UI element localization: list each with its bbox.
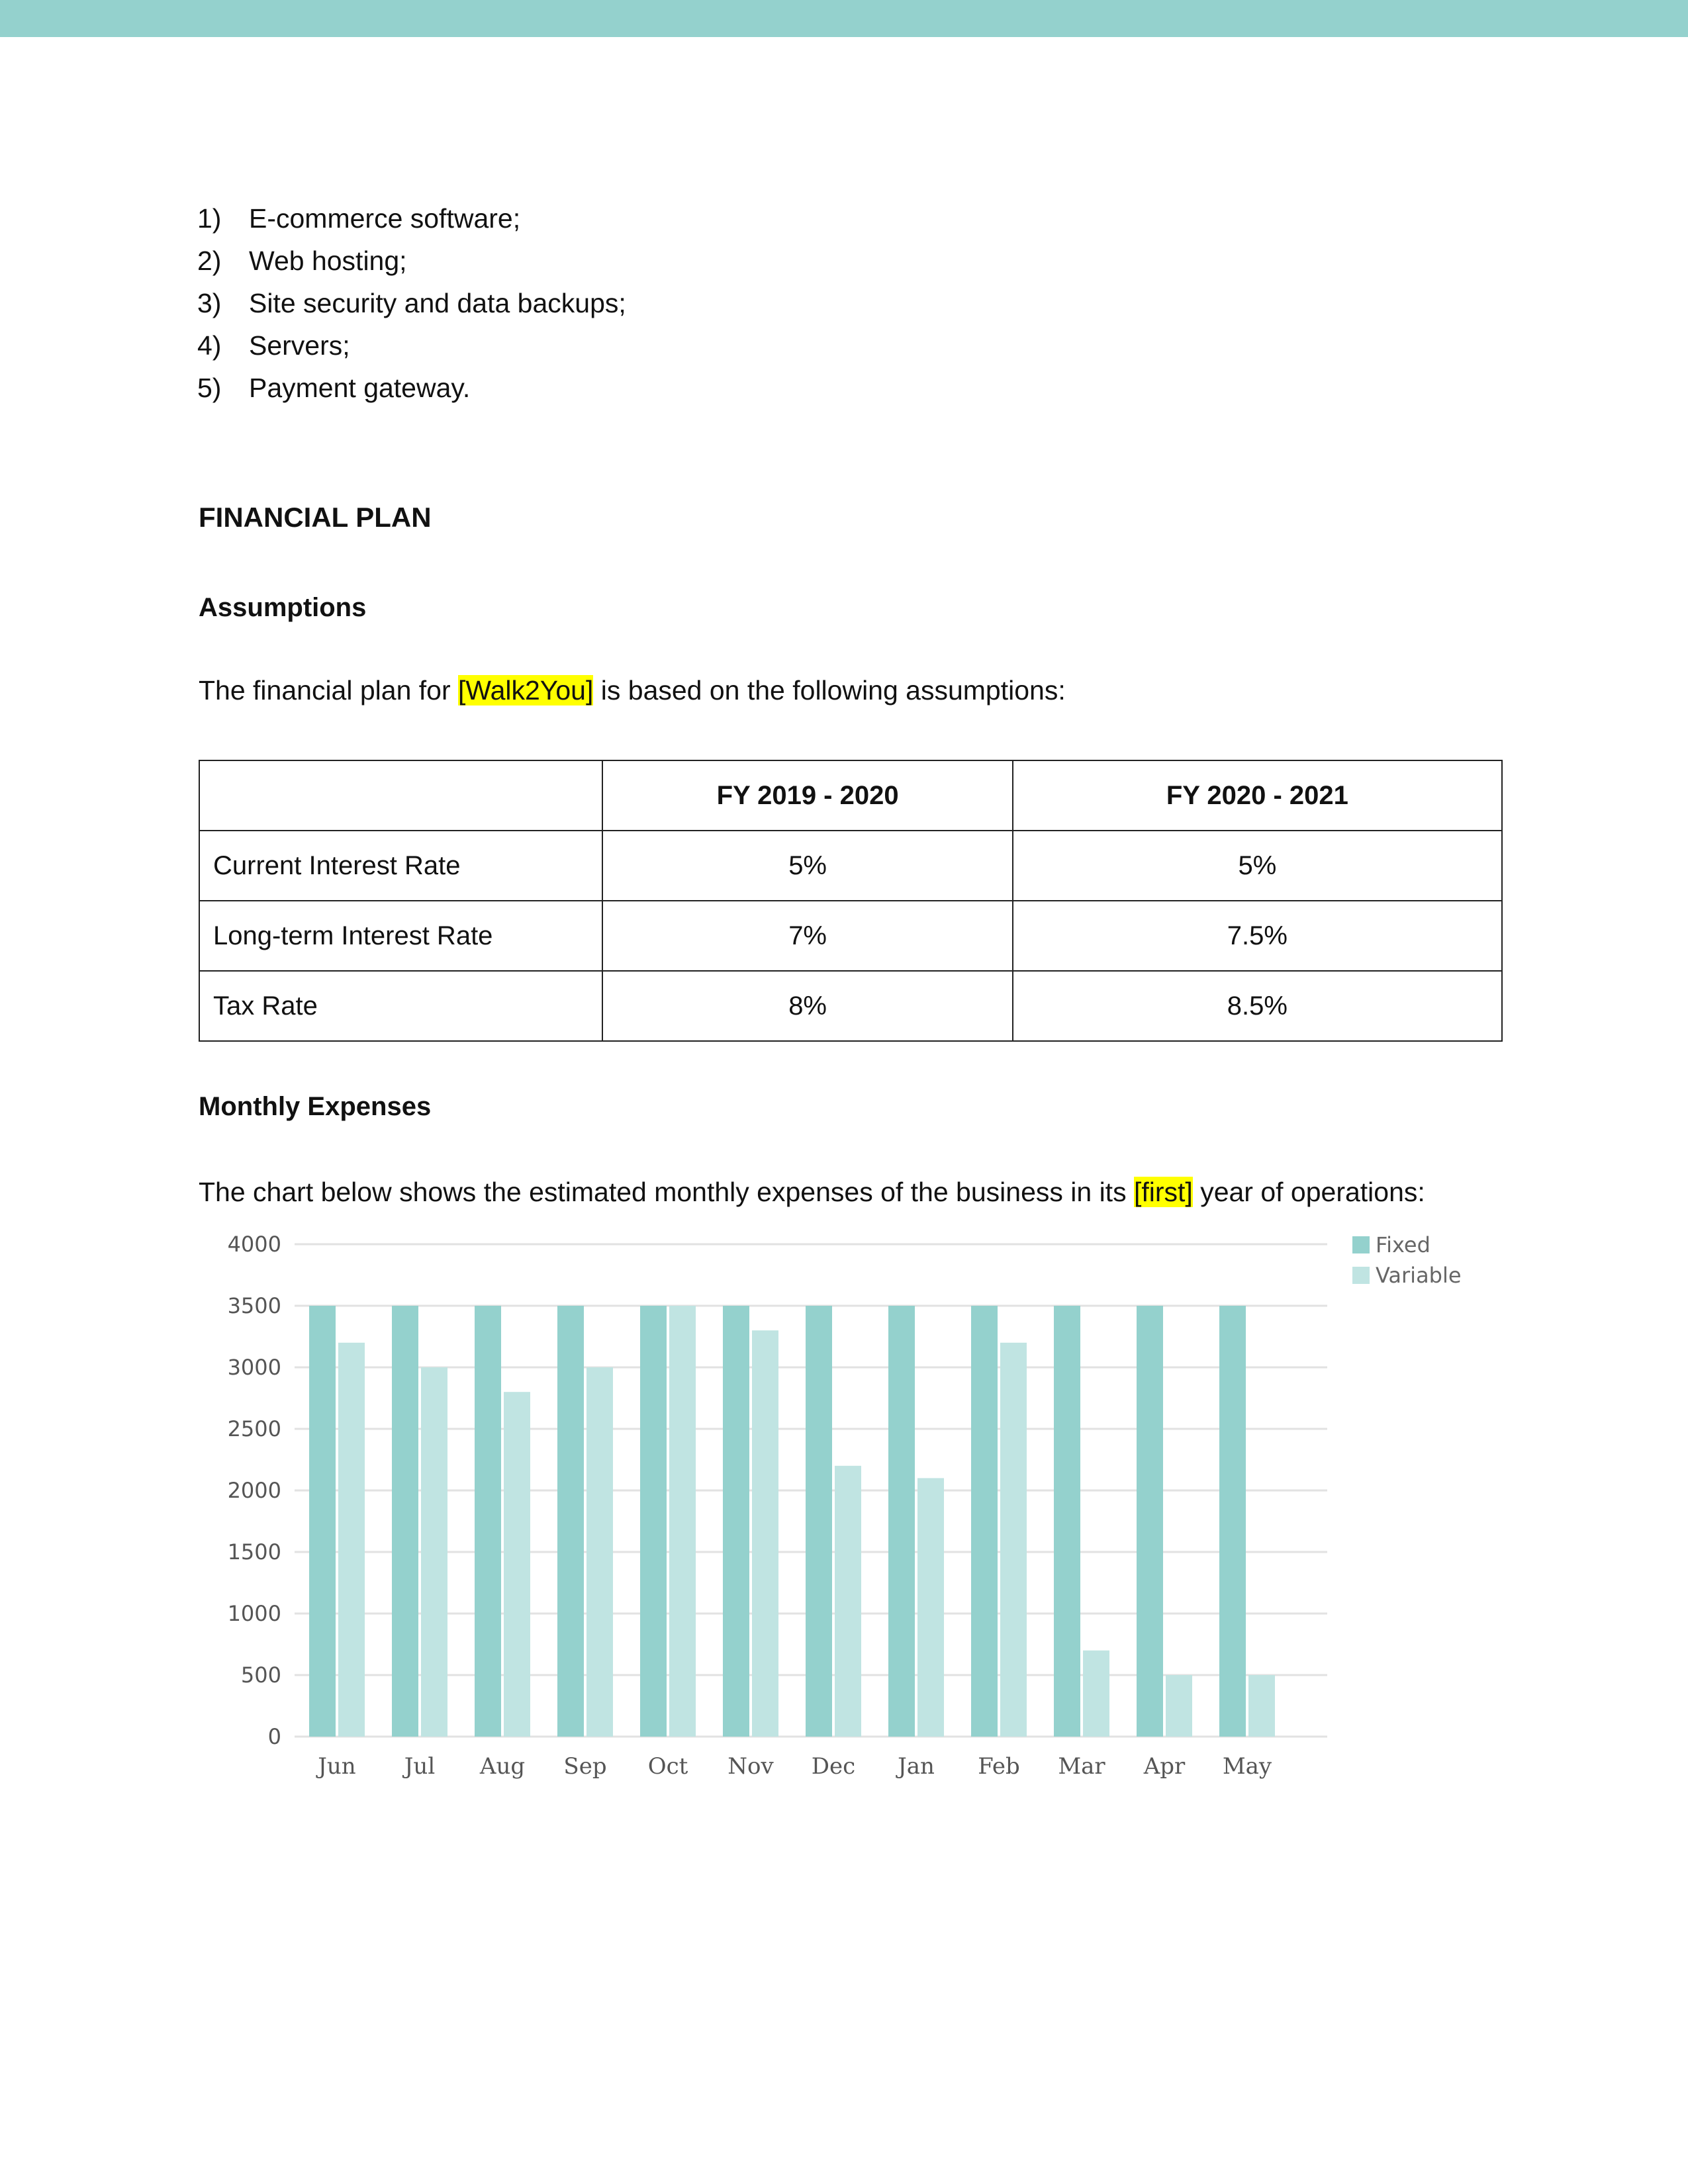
bar-variable-feb [1000, 1343, 1027, 1737]
bar-variable-oct [669, 1306, 696, 1737]
y-tick-label: 1500 [227, 1539, 281, 1565]
bar-fixed-nov [723, 1306, 749, 1737]
bar-fixed-aug [475, 1306, 501, 1737]
monthly-expenses-chart [199, 1218, 1496, 1787]
x-tick-label: Nov [727, 1753, 774, 1780]
table-cell: 5% [1013, 831, 1502, 901]
x-tick-label: Jul [404, 1753, 436, 1780]
x-tick-label: May [1222, 1753, 1272, 1780]
bar-fixed-feb [971, 1306, 998, 1737]
bar-variable-mar [1083, 1651, 1109, 1737]
bar-variable-jun [338, 1343, 365, 1737]
table-cell: Tax Rate [199, 971, 602, 1041]
y-tick-label: 4000 [227, 1232, 281, 1257]
y-tick-label: 2500 [227, 1416, 281, 1441]
table-cell: 7% [602, 901, 1012, 971]
table-header-cell [199, 760, 602, 831]
table-cell: 7.5% [1013, 901, 1502, 971]
y-tick-label: 2000 [227, 1478, 281, 1503]
bar-fixed-jun [309, 1306, 336, 1737]
list-item: 5) Payment gateway. [197, 373, 471, 403]
y-tick-label: 3000 [227, 1355, 281, 1380]
highlighted-placeholder: [Walk2You] [458, 675, 594, 705]
bar-fixed-mar [1054, 1306, 1080, 1737]
chart-intro: The chart below shows the estimated monthly expenses of the business in its [first] year of operations: [199, 1177, 1425, 1207]
bar-fixed-dec [806, 1306, 832, 1737]
bar-variable-nov [752, 1330, 778, 1737]
x-tick-label: Apr [1143, 1753, 1186, 1780]
legend-label: Variable [1376, 1263, 1462, 1288]
y-tick-label: 3500 [227, 1293, 281, 1318]
x-tick-label: Oct [647, 1753, 688, 1780]
bar-variable-jul [421, 1367, 447, 1737]
table-row [199, 901, 1502, 971]
legend-swatch [1352, 1236, 1370, 1253]
table-cell: 8% [602, 971, 1012, 1041]
table-cell: Long-term Interest Rate [199, 901, 602, 971]
list-item: 1) E-commerce software; [197, 203, 521, 234]
assumptions-intro: The financial plan for [Walk2You] is based on the following assumptions: [199, 675, 1066, 705]
x-tick-label: Feb [978, 1753, 1020, 1780]
bar-variable-sep [586, 1367, 613, 1737]
bar-fixed-jan [888, 1306, 915, 1737]
bar-fixed-sep [557, 1306, 584, 1737]
section-title: FINANCIAL PLAN [199, 502, 432, 533]
table-header-row [199, 760, 1502, 831]
x-tick-label: Sep [563, 1753, 607, 1780]
y-tick-label: 1000 [227, 1601, 281, 1626]
x-tick-label: Jan [898, 1753, 935, 1780]
y-tick-label: 500 [240, 1662, 281, 1688]
bar-variable-may [1248, 1675, 1275, 1737]
x-tick-label: Dec [811, 1753, 856, 1780]
assumptions-table [199, 760, 1503, 1042]
legend-label: Fixed [1376, 1232, 1430, 1257]
bar-variable-apr [1166, 1675, 1192, 1737]
list-item: 3) Site security and data backups; [197, 288, 626, 318]
table-header-cell: FY 2019 - 2020 [602, 760, 1012, 831]
assumptions-heading: Assumptions [199, 593, 367, 622]
bar-variable-jan [917, 1478, 944, 1737]
table-row [199, 971, 1502, 1041]
bar-variable-dec [835, 1466, 861, 1737]
table-header-cell: FY 2020 - 2021 [1013, 760, 1502, 831]
bar-fixed-apr [1137, 1306, 1163, 1737]
table-cell: 5% [602, 831, 1012, 901]
highlighted-placeholder: [first] [1133, 1177, 1193, 1207]
x-tick-label: Jun [318, 1753, 356, 1780]
monthly-expenses-heading: Monthly Expenses [199, 1092, 432, 1121]
x-tick-label: Aug [479, 1753, 526, 1780]
list-item: 2) Web hosting; [197, 246, 407, 276]
chart-svg [199, 1218, 1496, 1787]
bar-fixed-oct [640, 1306, 667, 1737]
table-cell: Current Interest Rate [199, 831, 602, 901]
list-item: 4) Servers; [197, 330, 350, 361]
legend-swatch [1352, 1267, 1370, 1284]
bar-fixed-jul [392, 1306, 418, 1737]
bar-fixed-may [1219, 1306, 1246, 1737]
x-tick-label: Mar [1058, 1753, 1105, 1780]
bar-variable-aug [504, 1392, 530, 1737]
top-color-band [0, 0, 1688, 37]
table-cell: 8.5% [1013, 971, 1502, 1041]
y-tick-label: 0 [267, 1724, 281, 1749]
table-row [199, 831, 1502, 901]
requirements-list [197, 197, 626, 409]
